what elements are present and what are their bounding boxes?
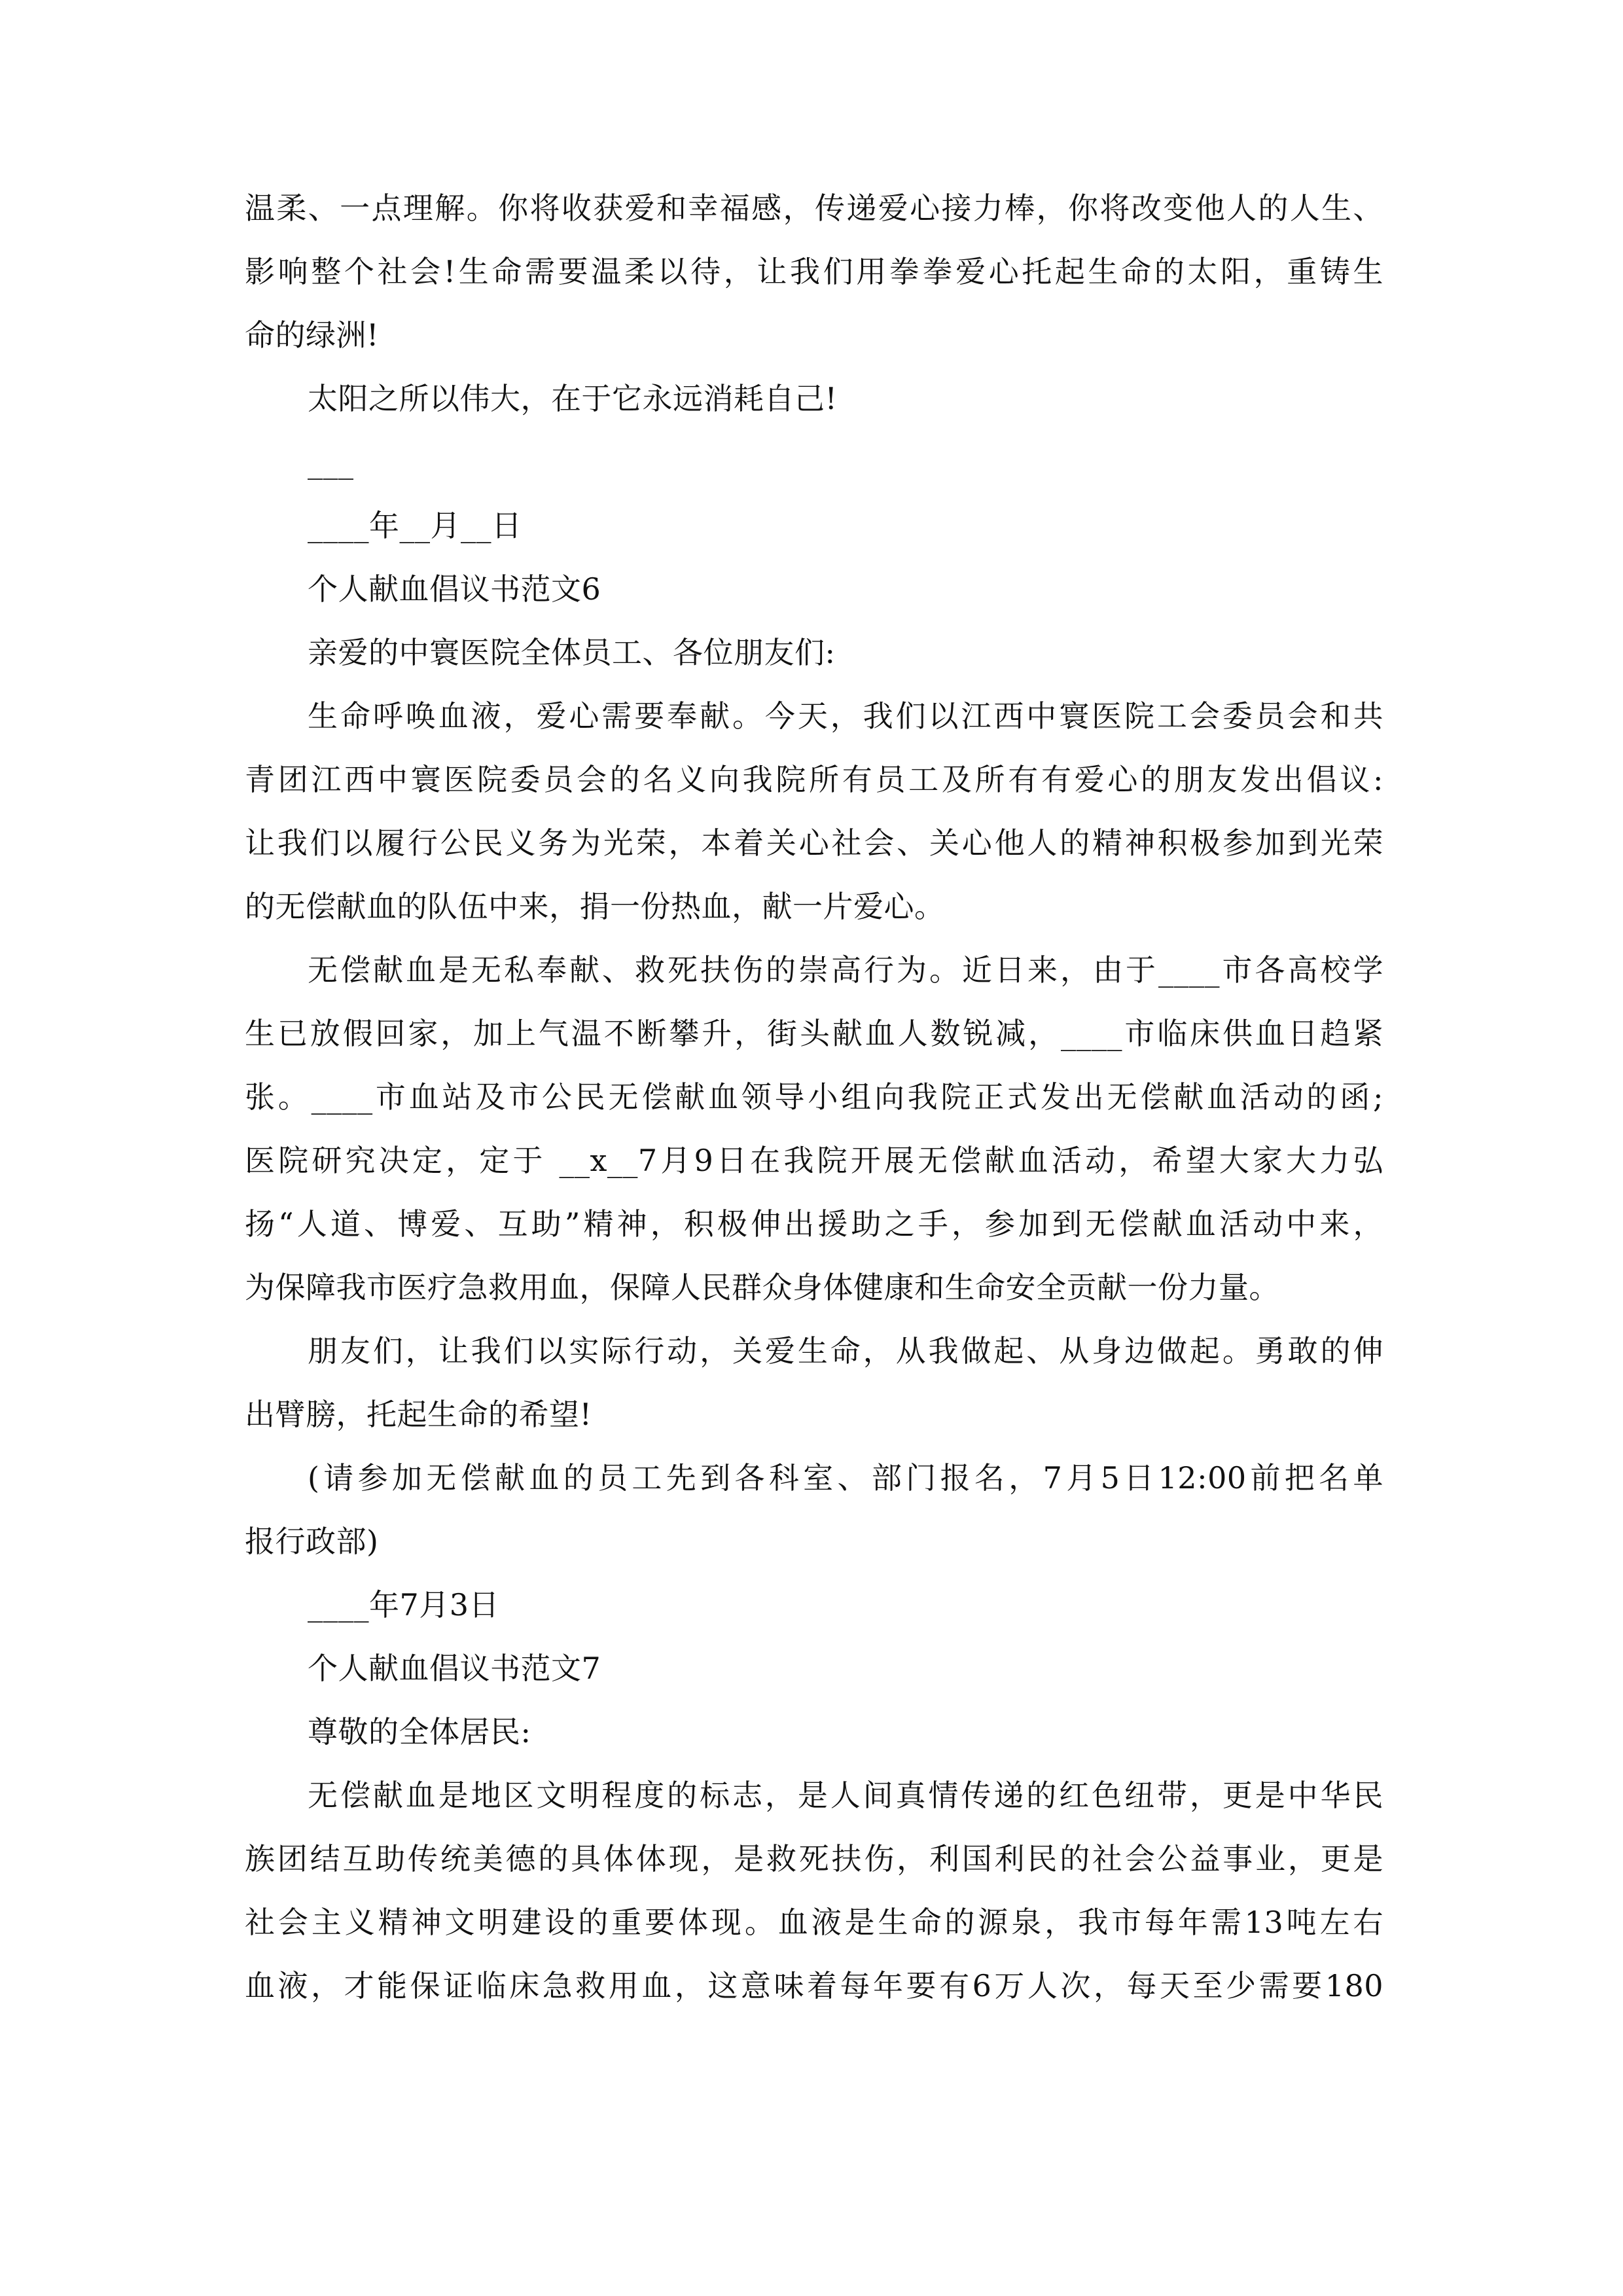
text-line: 青团江西中寰医院委员会的名义向我院所有员工及所有有爱心的朋友发出倡议: [245, 762, 1383, 797]
text-line: 无偿献血是地区文明程度的标志，是人间真情传递的红色纽带，更是中华民 [308, 1778, 1383, 1813]
text-line: 让我们以履行公民义务为光荣，本着关心社会、关心他人的精神积极参加到光荣 [245, 825, 1383, 861]
text-line: (请参加无偿献血的员工先到各科室、部门报名，7月5日12:00前把名单 [308, 1460, 1383, 1496]
text-line: ____年__月__日 [308, 508, 522, 543]
text-line: ____年7月3日 [308, 1587, 500, 1623]
text-line: 医院研究决定，定于 __x__7月9日在我院开展无偿献血活动，希望大家大力弘 [245, 1143, 1383, 1178]
text-line: 个人献血倡议书范文6 [308, 571, 601, 607]
text-line: 为保障我市医疗急救用血，保障人民群众身体健康和生命安全贡献一份力量。 [245, 1270, 1279, 1305]
text-line: 社会主义精神文明建设的重要体现。血液是生命的源泉，我市每年需13吨左右 [245, 1905, 1383, 1940]
text-line: 生已放假回家，加上气温不断攀升，街头献血人数锐减，____市临床供血日趋紧 [245, 1016, 1383, 1051]
text-line: 扬“人道、博爱、互助”精神，积极伸出援助之手，参加到无偿献血活动中来， [245, 1206, 1383, 1242]
text-line: 报行政部) [245, 1524, 379, 1559]
text-line: 朋友们，让我们以实际行动，关爱生命，从我做起、从身边做起。勇敢的伸 [308, 1333, 1383, 1369]
text-line: 命的绿洲! [245, 317, 379, 353]
text-line: 太阳之所以伟大，在于它永远消耗自己! [308, 381, 838, 416]
text-line: 尊敬的全体居民: [308, 1714, 531, 1749]
text-line: 个人献血倡议书范文7 [308, 1651, 601, 1686]
text-line: 温柔、一点理解。你将收获爱和幸福感，传递爱心接力棒，你将改变他人的人生、 [245, 190, 1383, 226]
text-line: 亲爱的中寰医院全体员工、各位朋友们: [308, 635, 836, 670]
text-line: 族团结互助传统美德的具体体现，是救死扶伤，利国利民的社会公益事业，更是 [245, 1841, 1383, 1876]
document-page [245, 177, 1383, 2018]
text-line: 血液，才能保证临床急救用血，这意味着每年要有6万人次，每天至少需要180 [245, 1968, 1383, 2003]
text-line: 无偿献血是无私奉献、救死扶伤的崇高行为。近日来，由于____市各高校学 [308, 952, 1383, 988]
text-line: 影响整个社会!生命需要温柔以待，让我们用拳拳爱心托起生命的太阳，重铸生 [245, 254, 1383, 289]
text-line: ___ [308, 444, 354, 480]
text-line: 出臂膀，托起生命的希望! [245, 1397, 592, 1432]
text-line: 张。____市血站及市公民无偿献血领导小组向我院正式发出无偿献血活动的函; [245, 1079, 1383, 1115]
text-line: 的无偿献血的队伍中来，捐一份热血，献一片爱心。 [245, 889, 945, 924]
text-line: 生命呼唤血液，爱心需要奉献。今天，我们以江西中寰医院工会委员会和共 [308, 698, 1383, 734]
